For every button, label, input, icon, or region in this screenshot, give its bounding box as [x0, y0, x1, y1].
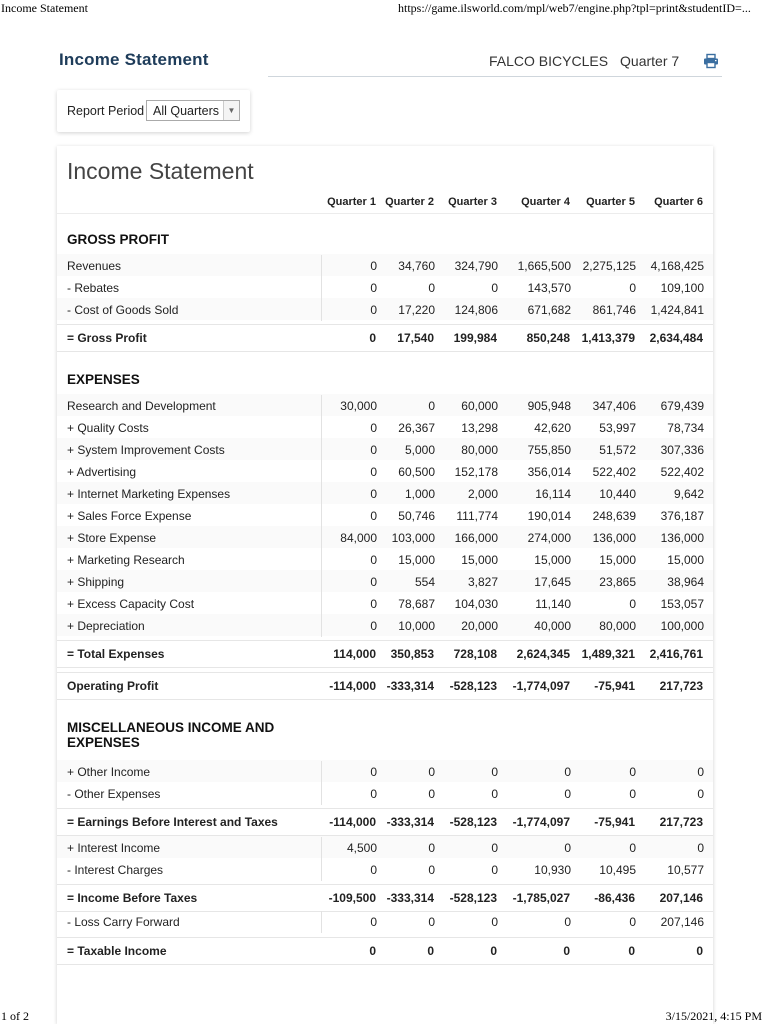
column-header: Quarter 6	[654, 196, 703, 208]
cell-value: 9,642	[673, 487, 704, 501]
cell-value: 0	[629, 841, 636, 855]
cell-value: 2,624,345	[516, 647, 570, 661]
header-divider	[268, 76, 722, 77]
table-row-sys-improve	[57, 439, 713, 461]
cell-value: 324,790	[454, 259, 498, 273]
cell-value: 109,100	[660, 281, 704, 295]
cell-value: 0	[370, 765, 377, 779]
column-header-row	[57, 192, 713, 214]
cell-value: 53,997	[599, 421, 636, 435]
cell-value: 0	[491, 787, 498, 801]
row-values	[321, 673, 713, 695]
cell-value: 17,220	[398, 303, 435, 317]
section-title: GROSS PROFIT	[67, 232, 170, 247]
row-values	[321, 483, 714, 505]
cell-value: 207,146	[659, 891, 703, 905]
table-row-depreciation	[57, 615, 713, 637]
row-values	[321, 505, 714, 527]
cell-value: -86,436	[594, 891, 635, 905]
row-values	[321, 439, 714, 461]
cell-value: 0	[369, 331, 376, 345]
row-label: + Depreciation	[67, 619, 145, 633]
row-values	[321, 809, 713, 831]
table-row-gross-profit	[57, 324, 713, 352]
row-label: - Other Expenses	[67, 787, 161, 801]
report-period-select[interactable]	[146, 100, 240, 121]
cell-value: 78,687	[398, 597, 435, 611]
cell-value: 2,000	[467, 487, 498, 501]
cell-value: -333,314	[386, 815, 434, 829]
cell-value: 0	[428, 281, 435, 295]
cell-value: 0	[491, 281, 498, 295]
cell-value: 30,000	[340, 399, 377, 413]
cell-value: 0	[370, 915, 377, 929]
cell-value: 60,500	[398, 465, 435, 479]
table-row-income-before-taxes	[57, 884, 713, 912]
cell-value: 3,827	[467, 575, 498, 589]
cell-value: -114,000	[329, 679, 376, 693]
cell-value: 248,639	[592, 509, 636, 523]
company-name: FALCO BICYCLES	[489, 53, 609, 69]
row-label: - Cost of Goods Sold	[67, 303, 179, 317]
cell-value: 0	[629, 915, 636, 929]
printer-icon[interactable]	[703, 53, 719, 69]
row-values	[321, 325, 713, 347]
cell-value: 38,964	[667, 575, 704, 589]
cell-value: 274,000	[527, 531, 571, 545]
cell-value: 100,000	[660, 619, 704, 633]
table-row-cogs	[57, 299, 713, 321]
page-title: Income Statement	[59, 50, 209, 69]
cell-value: 2,275,125	[582, 259, 636, 273]
row-values	[321, 615, 714, 637]
cell-value: 104,030	[454, 597, 498, 611]
cell-value: 15,000	[398, 553, 435, 567]
print-page-number: 1 of 2	[1, 1009, 29, 1023]
row-values	[321, 593, 714, 615]
table-row-interest-charges	[57, 859, 713, 881]
cell-value: 84,000	[340, 531, 377, 545]
row-values	[321, 911, 714, 933]
cell-value: 0	[564, 915, 571, 929]
cell-value: 0	[370, 487, 377, 501]
cell-value: -1,774,097	[512, 679, 570, 693]
cell-value: 0	[628, 944, 635, 958]
cell-value: 15,000	[534, 553, 571, 567]
cell-value: 376,187	[660, 509, 704, 523]
cell-value: -528,123	[449, 891, 497, 905]
cell-value: 0	[428, 399, 435, 413]
cell-value: 1,424,841	[650, 303, 704, 317]
cell-value: 679,439	[660, 399, 704, 413]
table-row-advertising	[57, 461, 713, 483]
row-values	[321, 299, 714, 321]
cell-value: 861,746	[592, 303, 636, 317]
cell-value: 0	[370, 421, 377, 435]
cell-value: 0	[370, 465, 377, 479]
cell-value: 10,930	[534, 863, 571, 877]
cell-value: 42,620	[534, 421, 571, 435]
row-values	[321, 417, 714, 439]
cell-value: 347,406	[592, 399, 636, 413]
cell-value: 1,000	[404, 487, 435, 501]
row-label: Operating Profit	[67, 679, 159, 693]
cell-value: 0	[370, 619, 377, 633]
cell-value: 0	[427, 944, 434, 958]
row-values	[321, 859, 714, 881]
chevron-down-icon: ▼	[223, 101, 239, 120]
cell-value: 0	[697, 841, 704, 855]
row-label: + Store Expense	[67, 531, 157, 545]
cell-value: 4,500	[346, 841, 377, 855]
table-row-rebates	[57, 277, 713, 299]
table-row-internet	[57, 483, 713, 505]
cell-value: 554	[414, 575, 435, 589]
column-header: Quarter 3	[448, 196, 497, 208]
cell-value: -109,500	[328, 891, 376, 905]
column-header: Quarter 4	[521, 196, 570, 208]
cell-value: 0	[428, 787, 435, 801]
cell-value: 4,168,425	[650, 259, 704, 273]
cell-value: 0	[564, 765, 571, 779]
row-label: = Taxable Income	[67, 944, 167, 958]
cell-value: 0	[697, 765, 704, 779]
row-values	[321, 527, 714, 549]
print-datetime: 3/15/2021, 4:15 PM	[665, 1009, 762, 1023]
table-row-store	[57, 527, 713, 549]
table-row-sales-force	[57, 505, 713, 527]
row-values	[321, 461, 714, 483]
current-quarter: Quarter 7	[620, 53, 680, 69]
row-label: + Marketing Research	[67, 553, 185, 567]
cell-value: 0	[370, 259, 377, 273]
report-period-panel	[57, 90, 250, 132]
cell-value: 153,057	[660, 597, 704, 611]
print-footer	[0, 1009, 768, 1024]
row-values	[321, 641, 713, 663]
cell-value: 307,336	[660, 443, 704, 457]
cell-value: 114,000	[333, 647, 376, 661]
cell-value: 0	[370, 303, 377, 317]
cell-value: 0	[629, 281, 636, 295]
cell-value: 0	[370, 509, 377, 523]
cell-value: 0	[370, 597, 377, 611]
cell-value: 103,000	[391, 531, 435, 545]
row-label: - Interest Charges	[67, 863, 164, 877]
cell-value: 0	[370, 863, 377, 877]
cell-value: -528,123	[449, 815, 497, 829]
cell-value: 217,723	[659, 815, 703, 829]
report-period-value: All Quarters	[153, 104, 219, 118]
cell-value: 0	[370, 281, 377, 295]
cell-value: 0	[629, 765, 636, 779]
row-label: Revenues	[67, 259, 122, 273]
table-row-loss-carry	[57, 911, 713, 933]
row-values	[321, 277, 714, 299]
cell-value: 850,248	[526, 331, 570, 345]
row-label: - Rebates	[67, 281, 120, 295]
cell-value: 136,000	[592, 531, 636, 545]
table-row-taxable-income	[57, 937, 713, 965]
table-row-shipping	[57, 571, 713, 593]
section-title: MISCELLANEOUS INCOME AND EXPENSES	[67, 720, 275, 750]
cell-value: 136,000	[660, 531, 704, 545]
cell-value: 0	[491, 863, 498, 877]
column-header: Quarter 1	[327, 196, 376, 208]
cell-value: 350,853	[390, 647, 434, 661]
cell-value: 5,000	[404, 443, 435, 457]
row-label: = Total Expenses	[67, 647, 165, 661]
cell-value: 40,000	[534, 619, 571, 633]
table-row-other-income	[57, 761, 713, 783]
cell-value: 0	[370, 575, 377, 589]
row-label: = Income Before Taxes	[67, 891, 198, 905]
cell-value: 190,014	[527, 509, 571, 523]
cell-value: 15,000	[667, 553, 704, 567]
cell-value: 10,000	[398, 619, 435, 633]
cell-value: 166,000	[454, 531, 498, 545]
cell-value: 111,774	[456, 509, 498, 523]
cell-value: 0	[370, 443, 377, 457]
cell-value: 0	[697, 787, 704, 801]
cell-value: 671,682	[527, 303, 571, 317]
row-label: Research and Development	[67, 399, 216, 413]
income-statement-table	[57, 146, 713, 1024]
cell-value: 16,114	[535, 487, 571, 501]
cell-value: 217,723	[659, 679, 703, 693]
cell-value: 199,984	[453, 331, 497, 345]
cell-value: 0	[491, 915, 498, 929]
table-row-operating-profit	[57, 672, 713, 700]
table-row-mkt-research	[57, 549, 713, 571]
company-info	[489, 53, 679, 69]
row-label: + Quality Costs	[67, 421, 149, 435]
table-row-revenues	[57, 255, 713, 277]
cell-value: 0	[491, 765, 498, 779]
cell-value: 60,000	[461, 399, 498, 413]
cell-value: 0	[370, 553, 377, 567]
cell-value: 0	[629, 597, 636, 611]
cell-value: 17,645	[534, 575, 571, 589]
cell-value: 0	[428, 841, 435, 855]
cell-value: 78,734	[667, 421, 704, 435]
cell-value: 522,402	[592, 465, 636, 479]
cell-value: 0	[491, 841, 498, 855]
row-label: - Loss Carry Forward	[67, 915, 180, 929]
cell-value: 15,000	[599, 553, 636, 567]
cell-value: 0	[428, 863, 435, 877]
cell-value: -75,941	[594, 679, 635, 693]
cell-value: 17,540	[397, 331, 434, 345]
cell-value: 0	[564, 841, 571, 855]
cell-value: 2,634,484	[649, 331, 703, 345]
row-values	[321, 549, 714, 571]
cell-value: 143,570	[527, 281, 571, 295]
table-row-excess-cap	[57, 593, 713, 615]
cell-value: 207,146	[660, 915, 704, 929]
print-page-title: Income Statement	[1, 1, 88, 15]
cell-value: -114,000	[329, 815, 376, 829]
cell-value: 0	[370, 787, 377, 801]
cell-value: 10,495	[599, 863, 636, 877]
cell-value: 356,014	[527, 465, 571, 479]
cell-value: 0	[564, 787, 571, 801]
report-period-label: Report Period	[67, 104, 145, 118]
table-row-total-expenses	[57, 640, 713, 668]
row-values	[321, 885, 713, 907]
row-label: + Interest Income	[67, 841, 161, 855]
table-row-ebit	[57, 808, 713, 836]
print-url: https://game.ilsworld.com/mpl/web7/engine.php?tpl=print&studentID=...	[398, 1, 751, 15]
cell-value: 0	[428, 765, 435, 779]
cell-value: 152,178	[454, 465, 498, 479]
row-values	[321, 255, 714, 277]
table-row-interest-income	[57, 837, 713, 859]
cell-value: 11,140	[535, 597, 571, 611]
row-label: + Internet Marketing Expenses	[67, 487, 231, 501]
cell-value: 0	[428, 915, 435, 929]
row-values	[321, 837, 714, 859]
print-header	[0, 0, 768, 16]
cell-value: -333,314	[386, 891, 434, 905]
cell-value: -75,941	[594, 815, 635, 829]
column-header: Quarter 5	[586, 196, 635, 208]
cell-value: 522,402	[660, 465, 704, 479]
cell-value: 1,413,379	[581, 331, 635, 345]
cell-value: -1,785,027	[512, 891, 570, 905]
cell-value: -1,774,097	[512, 815, 570, 829]
cell-value: 10,440	[599, 487, 636, 501]
section-title: EXPENSES	[67, 372, 140, 387]
cell-value: 80,000	[461, 443, 498, 457]
row-values	[321, 395, 714, 417]
cell-value: 15,000	[461, 553, 498, 567]
cell-value: 50,746	[398, 509, 435, 523]
row-label: + Shipping	[67, 575, 125, 589]
row-values	[321, 571, 714, 593]
table-row-other-expenses	[57, 783, 713, 805]
cell-value: 51,572	[599, 443, 636, 457]
column-header: Quarter 2	[385, 196, 434, 208]
row-label: + Advertising	[67, 465, 137, 479]
cell-value: 1,489,321	[581, 647, 635, 661]
row-label: + System Improvement Costs	[67, 443, 225, 457]
cell-value: 0	[563, 944, 570, 958]
row-values	[321, 761, 714, 783]
cell-value: 26,367	[398, 421, 435, 435]
row-label: + Excess Capacity Cost	[67, 597, 195, 611]
row-values	[321, 938, 713, 960]
row-label: = Earnings Before Interest and Taxes	[67, 815, 278, 829]
cell-value: 0	[629, 787, 636, 801]
cell-value: 0	[696, 944, 703, 958]
row-label: = Gross Profit	[67, 331, 147, 345]
header-divider-line	[57, 213, 713, 214]
cell-value: 728,108	[453, 647, 497, 661]
cell-value: 10,577	[667, 863, 704, 877]
cell-value: 905,948	[527, 399, 571, 413]
cell-value: 0	[369, 944, 376, 958]
cell-value: -528,123	[449, 679, 497, 693]
row-label: + Other Income	[67, 765, 151, 779]
row-values	[321, 783, 714, 805]
cell-value: 755,850	[527, 443, 571, 457]
table-row-quality	[57, 417, 713, 439]
cell-value: 13,298	[461, 421, 498, 435]
cell-value: -333,314	[386, 679, 434, 693]
cell-value: 1,665,500	[517, 259, 571, 273]
cell-value: 2,416,761	[649, 647, 703, 661]
cell-value: 80,000	[599, 619, 636, 633]
row-label: + Sales Force Expense	[67, 509, 192, 523]
table-row-rnd	[57, 395, 713, 417]
cell-value: 23,865	[599, 575, 636, 589]
report-title: Income Statement	[67, 158, 254, 184]
cell-value: 34,760	[398, 259, 435, 273]
cell-value: 124,806	[454, 303, 498, 317]
cell-value: 0	[490, 944, 497, 958]
cell-value: 20,000	[461, 619, 498, 633]
